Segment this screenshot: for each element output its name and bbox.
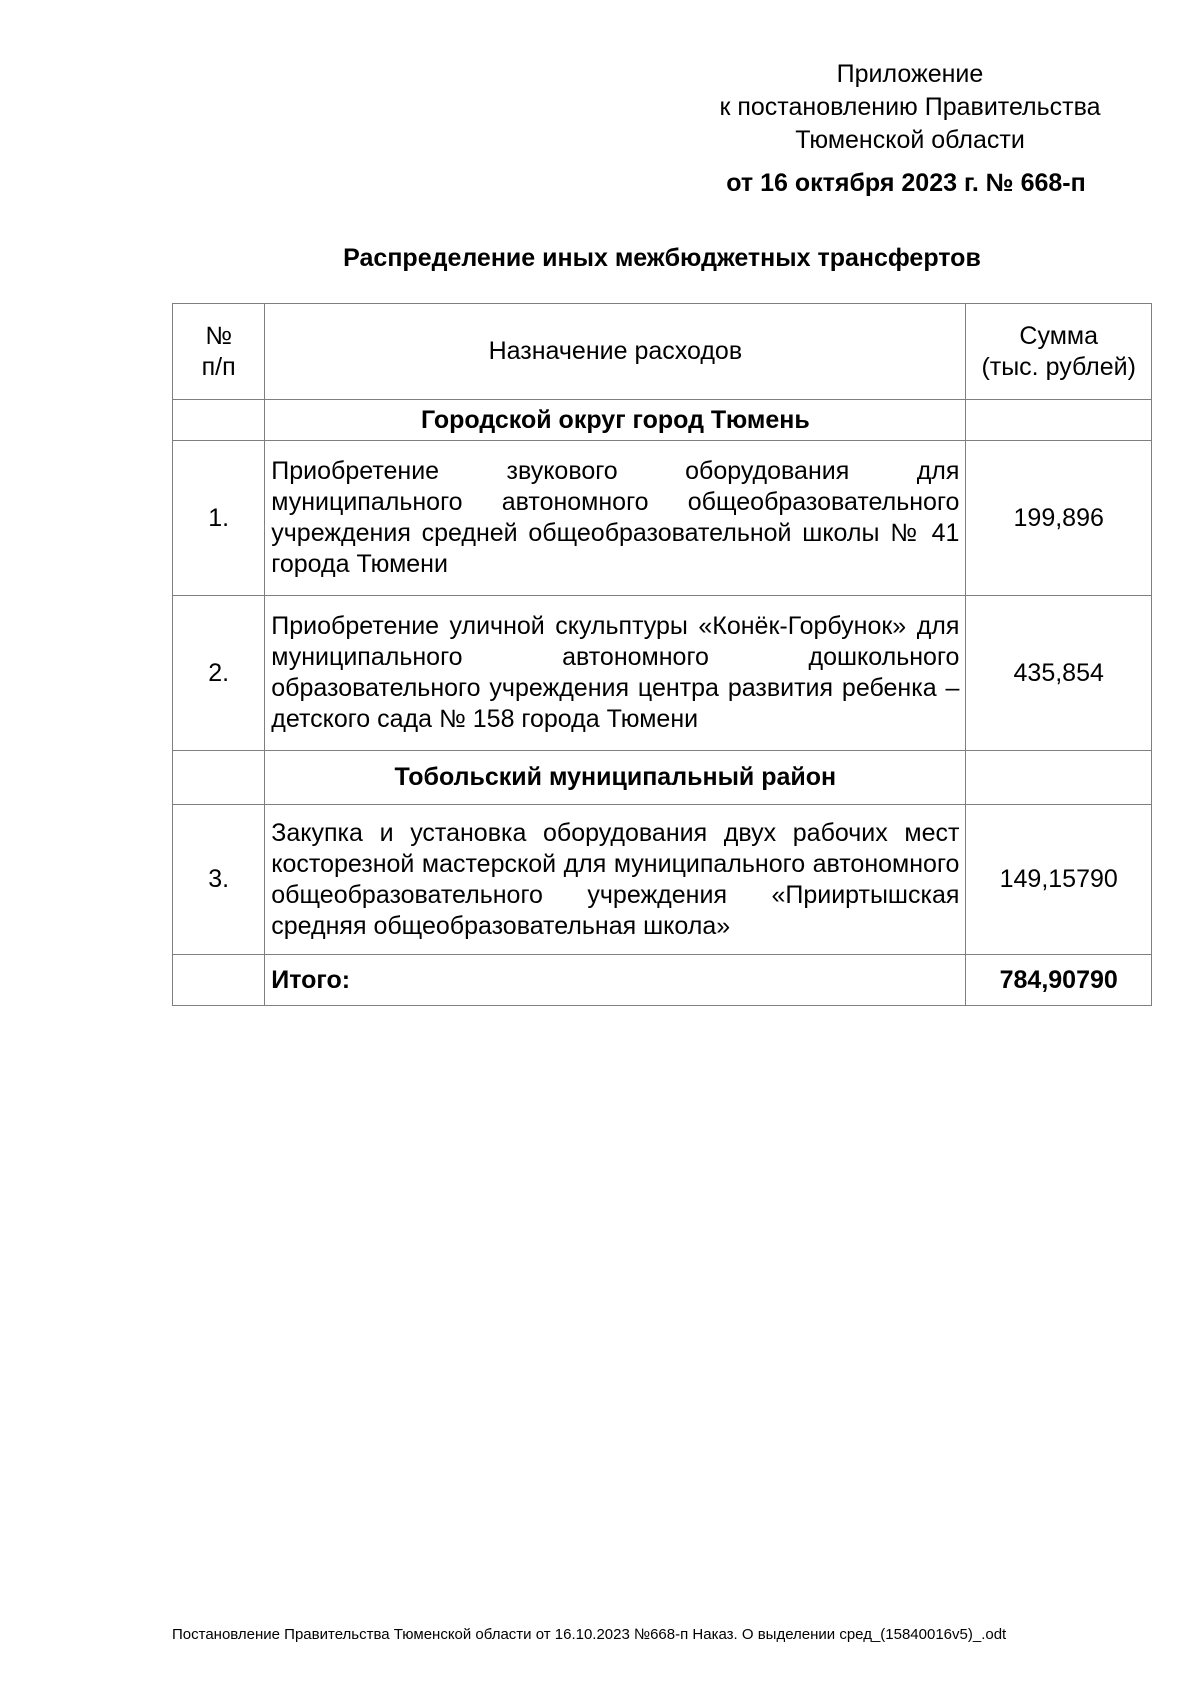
row-sum: 435,854	[966, 596, 1152, 751]
row-number: 3.	[173, 805, 265, 955]
district-row	[173, 751, 1152, 805]
district-sum-cell	[966, 400, 1152, 441]
appendix-label: Приложение	[836, 60, 984, 88]
header-sum-label: Сумма	[1019, 321, 1098, 350]
appendix-region: Тюменской области	[795, 126, 1025, 154]
total-value: 784,90790	[966, 955, 1152, 1006]
row-number: 2.	[173, 596, 265, 751]
header-sum-cell	[966, 304, 1152, 400]
row-number: 1.	[173, 441, 265, 596]
document-title: Распределение иных межбюджетных трансфертов	[343, 244, 981, 272]
district-name: Городской округ город Тюмень	[265, 400, 966, 441]
district-number-cell	[173, 751, 265, 805]
district-row	[173, 400, 1152, 441]
header-number-abbr: п/п	[201, 352, 236, 381]
row-purpose: Приобретение звукового оборудования для муниципального автономного общеобразовательного учреждения средней общеобразовательной школы № 41 города Тюмени	[265, 441, 966, 596]
table-row	[173, 805, 1152, 955]
appendix-reference: к постановлению Правительства	[719, 93, 1101, 121]
row-purpose: Закупка и установка оборудования двух рабочих мест косторезной мастерской для муниципального автономного общеобразовательного учреждения «Прииртышская средняя общеобразовательная школа»	[265, 805, 966, 955]
row-purpose: Приобретение уличной скульптуры «Конёк-Горбунок» для муниципального автономного дошкольного образовательного учреждения центра развития ребенка – детского сада № 158 города Тюмени	[265, 596, 966, 751]
district-sum-cell	[966, 751, 1152, 805]
header-number-sign: №	[205, 321, 233, 350]
table-header-row	[173, 304, 1152, 400]
row-sum: 149,15790	[966, 805, 1152, 955]
table-row	[173, 441, 1152, 596]
total-label: Итого:	[265, 955, 966, 1006]
total-number-cell	[173, 955, 265, 1006]
header-number-cell	[173, 304, 265, 400]
appendix-header	[700, 58, 1120, 198]
transfers-table	[172, 303, 1152, 1006]
header-sum-unit: (тыс. рублей)	[981, 352, 1136, 381]
decree-date-number: от 16 октября 2023 г. № 668-п	[726, 169, 1086, 197]
document-footer: Постановление Правительства Тюменской области от 16.10.2023 №668-п Наказ. О выделении сред_(15840016v5)_.odt	[172, 1626, 1007, 1643]
row-sum: 199,896	[966, 441, 1152, 596]
table-row	[173, 596, 1152, 751]
district-name: Тобольский муниципальный район	[265, 751, 966, 805]
total-row	[173, 955, 1152, 1006]
header-purpose-cell: Назначение расходов	[265, 304, 966, 400]
district-number-cell	[173, 400, 265, 441]
